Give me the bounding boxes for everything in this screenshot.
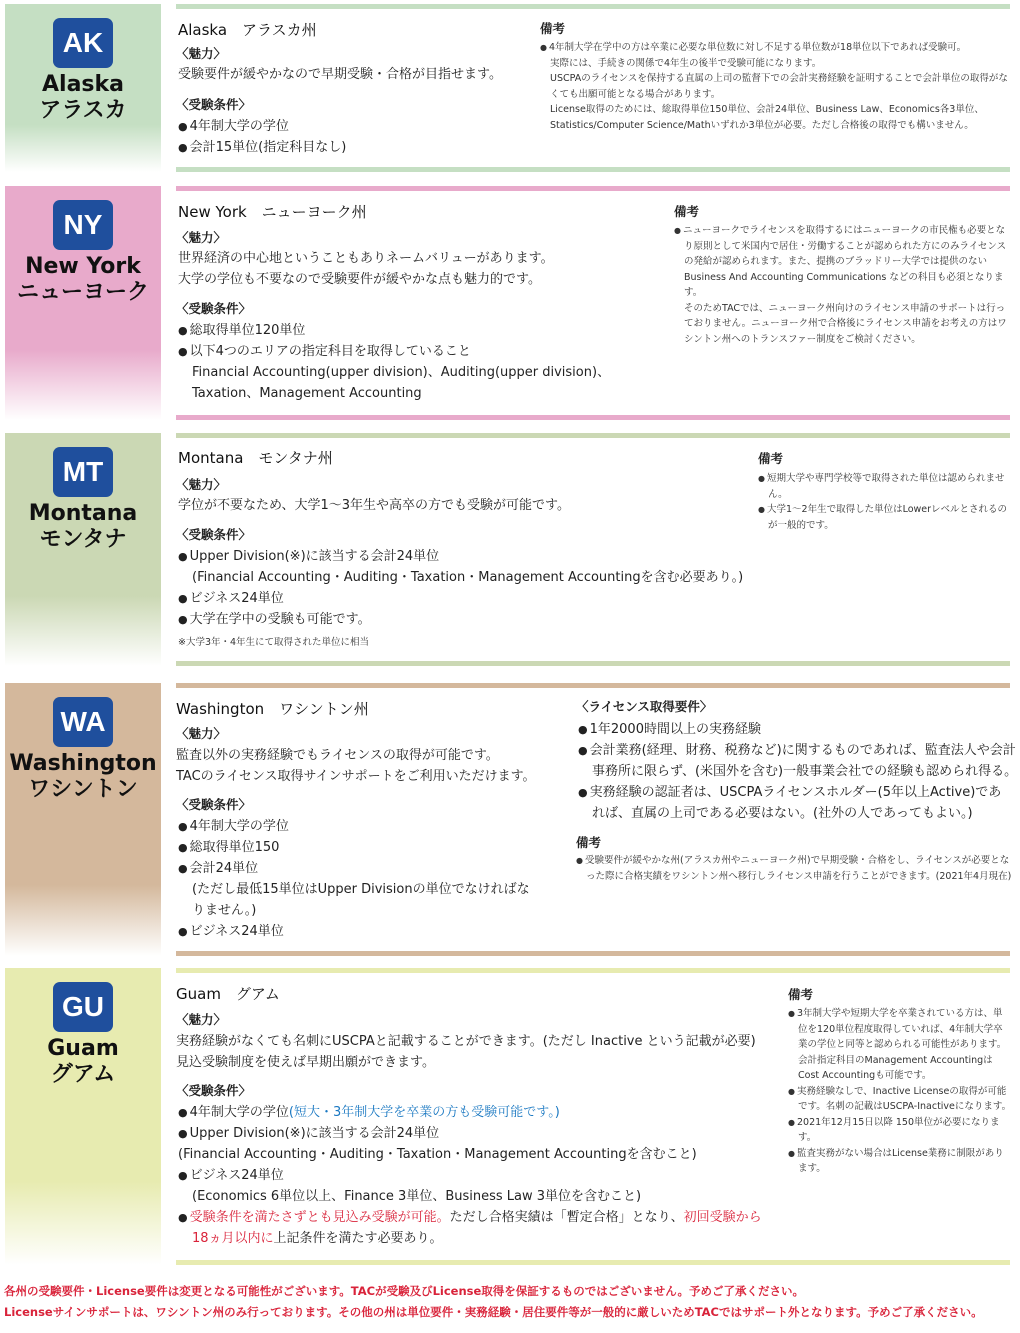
divider — [176, 167, 1010, 172]
divider — [176, 433, 1010, 438]
list-item: ● ビジネス24単位 — [178, 588, 743, 609]
state-code-badge: MT — [53, 447, 113, 497]
divider — [176, 951, 1010, 956]
state-title: Alaska アラスカ州 — [178, 21, 317, 39]
list-item: ● Upper Division(※)に該当する会計24単位 — [178, 546, 743, 567]
state-code-badge: GU — [53, 982, 113, 1032]
state-side-montana — [5, 433, 161, 666]
license-list: ● 1年2000時間以上の実務経験 ● 会計業務(経理、財務、税務など)に関するものであれば、監査法人や会計 事務所に限らず、(米国外を含む)一般事業会社での経験も認められ得る。 ● 実務経験の認証者は、USCPAライセンスホルダー(5年以上Active)であ れば、直属の上司である必要はない。(社外の人であってもよい。) — [578, 719, 1017, 824]
charm-heading: 〈魅力〉 — [176, 230, 227, 245]
state-title: Guam グアム — [176, 985, 280, 1003]
requirements-list: ● 4年制大学の学位 ● 総取得単位150 ● 会計24単位 (ただし最低15単位はUpper Divisionの単位でなければな りません。) ● ビジネス24単位 — [178, 816, 530, 942]
divider — [176, 1260, 1010, 1265]
requirements-heading: 〈受験条件〉 — [176, 797, 252, 812]
requirements-heading: 〈受験条件〉 — [176, 301, 252, 316]
requirements-heading: 〈受験条件〉 — [176, 97, 252, 112]
notes-text: ● 4年制大学在学中の方は卒業に必要な単位数に対し不足する単位数が18単位以下であれば受験可。 実際には、手続きの関係で4年生の後半で受験可能になります。 USCPAのライセンスを保持する直属の上司の監督下での会計実務経験を証明することで会計単位の取得がなくても出願可能となる場合があります。 License取得のためには、総取得単位150単位、会計24単位、Business Law、Economics各3単位、Statistics/Computer Science/Mathいずれか3単位が必要。ただし合格後の取得でも構いません。 — [540, 40, 1012, 133]
list-item: ● 大学在学中の受験も可能です。 — [178, 609, 743, 630]
divider — [176, 186, 1010, 191]
notes-heading: 備考 — [758, 451, 784, 466]
notes-text: ● 3年制大学や短期大学を卒業されている方は、単位を120単位程度取得していれば、4年制大学卒業の学位と同等と認められる可能性があります。会計指定科目のManagement AccountingはCost Accountingも可能です。 ● 実務経験なしで、Inactive Licenseの取得が可能です。名刺の記載はUSCPA-Inactiveになります。 ● 2021年12月15日以降 150単位が必要になります。 ● 監査実務がない場合はLicense業務に制限があります。 — [788, 1006, 1012, 1177]
divider — [176, 683, 1010, 688]
state-alaska — [0, 4, 1020, 172]
notes-heading: 備考 — [674, 204, 700, 219]
charm-heading: 〈魅力〉 — [176, 477, 227, 492]
charm-heading: 〈魅力〉 — [176, 1012, 227, 1027]
notes-text: ● ニューヨークでライセンスを取得するにはニューヨークの市民権も必要となり原則として米国内で居住・労働することが認められた方にのみライセンスの発給が認められます。また、提携のブラッドリー大学では提供のないBusiness And Accounting Communications などの科目も必須となります。 そのためTACでは、ニューヨーク州向けのライセンス申請のサポートは行っておりません。ニューヨーク州で合格後にライセンス申請をお考えの方はワシントン州へのトランスファー制度をご検討ください。 — [674, 223, 1012, 347]
charm-heading: 〈魅力〉 — [176, 726, 227, 741]
list-item: ● 会計業務(経理、財務、税務など)に関するものであれば、監査法人や会計 — [578, 740, 1017, 761]
state-side-guam — [5, 968, 161, 1265]
charm-text: 学位が不要なため、大学1～3年生や高卒の方でも受験が可能です。 — [178, 498, 570, 513]
notes-heading: 備考 — [576, 835, 602, 850]
list-item: ● 以下4つのエリアの指定科目を取得していること — [178, 341, 610, 362]
footnote: ※大学3年・4年生にて取得された単位に相当 — [178, 637, 370, 648]
list-item: ● 4年制大学の学位 — [178, 816, 530, 837]
notes-heading: 備考 — [540, 21, 566, 36]
divider — [176, 968, 1010, 973]
charm-text: 実務経験がなくても名刺にUSCPAと記載することができます。(ただし Inactive という記載が必要) 見込受験制度を使えば早期出願ができます。 — [176, 1034, 756, 1070]
state-washington — [0, 683, 1020, 956]
requirements-list: ● 4年制大学の学位(短大・3年制大学を卒業の方も受験可能です。) ● Upper Division(※)に該当する会計24単位 (Financial Accounting・Auditing・Taxation・Management Accountingを含むこと) ● ビジネス24単位 (Economics 6単位以上、Finance 3単位、Business Law 3単位を含むこと) ● 受験条件を満たさずとも見込み受験が可能。ただし合格実績は「暫定合格」となり、初回受験から 18ヵ月以内に上記条件を満たす必要あり。 — [178, 1102, 762, 1249]
list-item: ● Upper Division(※)に該当する会計24単位 — [178, 1123, 762, 1144]
state-code-badge: AK — [53, 18, 113, 68]
notes-text: ● 短期大学や専門学校等で取得された単位は認められません。 ● 大学1～2年生で取得した単位はLowerレベルとされるのが一般的です。 — [758, 471, 1012, 533]
divider — [176, 661, 1010, 666]
footer-support-note: Licenseサインサポートは、ワシントン州のみ行っております。その他の州は単位要件・実務経験・居住要件等が一般的に厳しいためTACではサポート外となります。予めご了承ください。 — [4, 1305, 983, 1319]
list-item: ● 会計24単位 — [178, 858, 530, 879]
requirements-list — [178, 116, 346, 158]
requirements-list: ● Upper Division(※)に該当する会計24単位 (Financial Accounting・Auditing・Taxation・Management Accountingを含む必要あり。) ● ビジネス24単位 ● 大学在学中の受験も可能です。 — [178, 546, 743, 630]
state-code-badge: NY — [53, 200, 113, 250]
charm-heading: 〈魅力〉 — [176, 46, 227, 61]
notes-heading: 備考 — [788, 987, 814, 1002]
requirements-heading: 〈受験条件〉 — [176, 527, 252, 542]
list-item: ● 総取得単位120単位 — [178, 320, 610, 341]
state-title: New York ニューヨーク州 — [178, 203, 367, 221]
state-guam — [0, 968, 1020, 1265]
state-title: Washington ワシントン州 — [176, 700, 369, 718]
list-item: ● 受験条件を満たさずとも見込み受験が可能。ただし合格実績は「暫定合格」となり、初回受験から — [178, 1207, 762, 1228]
charm-text: 世界経済の中心地ということもありネームバリューがあります。 大学の学位も不要なので受験要件が緩やかな点も魅力的です。 — [178, 251, 554, 287]
state-name: Montana モンタナ — [28, 501, 138, 552]
list-item: ● 総取得単位150 — [178, 837, 530, 858]
divider — [176, 415, 1010, 420]
list-item: ● 4年制大学の学位 — [178, 116, 346, 137]
list-item: ● 1年2000時間以上の実務経験 — [578, 719, 1017, 740]
state-code-badge: WA — [53, 697, 113, 747]
state-title: Montana モンタナ州 — [178, 449, 333, 467]
requirements-heading: 〈受験条件〉 — [176, 1083, 252, 1098]
state-name: Alaska アラスカ — [39, 72, 127, 123]
list-item: ● ビジネス24単位 — [178, 1165, 762, 1186]
charm-text: 受験要件が緩やかなので早期受験・合格が目指せます。 — [178, 67, 502, 82]
requirements-list: ● 総取得単位120単位 ● 以下4つのエリアの指定科目を取得していること Financial Accounting(upper division)、Auditing(upper division)、 Taxation、Management Accounting — [178, 320, 610, 404]
notes-text: ● 受験要件が緩やかな州(アラスカ州やニューヨーク州)で早期受験・合格をし、ライセンスが必要となった際に合格実績をワシントン州へ移行しライセンス申請を行うことができます。(2021年4月現在) — [576, 853, 1012, 884]
divider — [176, 4, 1010, 9]
state-new-york — [0, 186, 1020, 420]
list-item: ● 実務経験の認証者は、USCPAライセンスホルダー(5年以上Active)であ — [578, 782, 1017, 803]
state-montana — [0, 433, 1020, 666]
list-item: ● 会計15単位(指定科目なし) — [178, 137, 346, 158]
license-heading: 〈ライセンス取得要件〉 — [576, 699, 713, 714]
state-side-new-york — [5, 186, 161, 420]
charm-text: 監査以外の実務経験でもライセンスの取得が可能です。 TACのライセンス取得サインサポートをご利用いただけます。 — [176, 748, 536, 784]
list-item: ● ビジネス24単位 — [178, 921, 530, 942]
list-item: ● 4年制大学の学位(短大・3年制大学を卒業の方も受験可能です。) — [178, 1102, 762, 1123]
state-side-washington — [5, 683, 161, 956]
state-name: Guam グアム — [47, 1036, 119, 1087]
state-name: New York ニューヨーク — [16, 254, 149, 305]
state-side-alaska — [5, 4, 161, 172]
state-name: Washington ワシントン — [9, 751, 157, 802]
footer-disclaimer: 各州の受験要件・License要件は変更となる可能性がございます。TACが受験及びLicense取得を保証するものではございません。予めご了承ください。 — [4, 1284, 804, 1298]
